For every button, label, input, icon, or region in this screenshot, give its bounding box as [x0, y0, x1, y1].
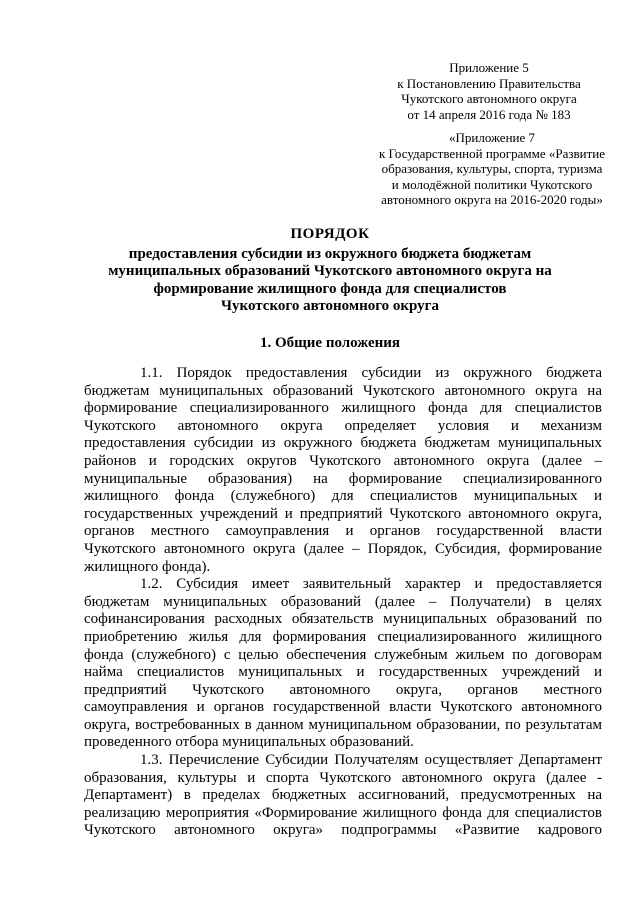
program-appendix-line: автономного округа на 2016-2020 годы»: [381, 192, 603, 207]
text-line: районов и городских округов Чукотского автономного округа (далее –: [84, 452, 602, 469]
text-line: предприятий Чукотского автономного округа, органов местного: [84, 681, 602, 698]
text-line: округа, востребованных в данном муниципальном образовании, по результатам: [84, 716, 602, 733]
title-line: муниципальных образований Чукотского автономного округа на: [108, 263, 552, 279]
text-line: Чукотского автономного округа (далее – Порядок, Субсидия, формирование: [84, 540, 602, 557]
text-line: проведенного отбора муниципальных образований.: [84, 734, 414, 751]
text-line: софинансирования расходных обязательств муниципальных образований по: [84, 611, 602, 628]
paragraph-1-3: [84, 752, 602, 840]
text-line: жилищного фонда (служебного) для специалистов муниципальных и: [84, 488, 602, 505]
appendix-line: к Постановлению Правительства: [397, 75, 581, 91]
text-line: самоуправления и органов государственной власти Чукотского автономного: [84, 699, 602, 716]
text-line: формирование специализированного жилищного фонда для специалистов: [84, 400, 602, 417]
document-body: [84, 365, 602, 840]
program-appendix-header: [360, 130, 624, 208]
program-appendix-line: «Приложение 7: [448, 130, 536, 145]
appendix-line: Приложение 5: [449, 60, 529, 75]
text-line: бюджетам муниципальных образований Чукотского автономного округа на: [84, 382, 602, 399]
text-line: муниципальные образования) на формирование специализированного: [84, 470, 602, 487]
text-line: Чукотского автономного округа определяет условия и механизм: [84, 417, 602, 434]
text-line: 1.1. Порядок предоставления субсидии из окружного бюджета: [140, 365, 602, 381]
text-line: 1.3. Перечисление Субсидии Получателям осуществляет Департамент: [140, 752, 602, 769]
text-line: органов местного самоуправления и органов государственной власти: [84, 523, 602, 540]
appendix-line: от 14 апреля 2016 года № 183: [407, 106, 571, 122]
title-line: Чукотского автономного округа: [221, 298, 439, 314]
text-line: бюджетам муниципальных образований (далее – Получатели) в целях: [84, 593, 602, 610]
text-line: жилищного фонда).: [84, 558, 211, 575]
title-main: ПОРЯДОК: [290, 226, 370, 242]
paragraph-1-1: [84, 365, 602, 576]
program-appendix-line: к Государственной программе «Развитие: [378, 145, 605, 161]
text-line: найма специалистов муниципальных и государственных учреждений и: [84, 664, 602, 681]
title-line: предоставления субсидии из окружного бюджета бюджетам: [128, 245, 532, 262]
section-heading: 1. Общие положения: [259, 335, 401, 351]
paragraph-1-2: [84, 576, 602, 752]
text-line: государственных учреждений и предприятий Чукотского автономного округа,: [84, 505, 602, 522]
document-title: [60, 226, 600, 316]
text-line: приобретению жилья для формирования специализированного жилищного: [84, 628, 602, 645]
text-line: фонда (служебного) с целью обеспечения служебным жильем по договорам: [84, 646, 602, 663]
text-line: Чукотского автономного округа» подпрограммы «Развитие кадрового: [84, 822, 602, 839]
text-line: предоставления субсидии из окружного бюджета бюджетам муниципальных: [84, 435, 602, 452]
program-appendix-line: образования, культуры, спорта, туризма: [381, 161, 603, 176]
text-line: Департамент) в пределах бюджетных ассигнований, предусмотренных на: [84, 787, 602, 804]
text-line: реализацию мероприятия «Формирование жилищного фонда для специалистов: [84, 804, 602, 821]
appendix-line: Чукотского автономного округа: [401, 91, 577, 106]
program-appendix-line: и молодёжной политики Чукотского: [391, 176, 593, 192]
text-line: 1.2. Субсидия имеет заявительный характер и предоставляется: [140, 576, 602, 593]
appendix-header: [384, 60, 594, 122]
text-line: образования, культуры и спорта Чукотского автономного округа (далее -: [84, 769, 602, 786]
title-line: формирование жилищного фонда для специалистов: [153, 280, 507, 297]
